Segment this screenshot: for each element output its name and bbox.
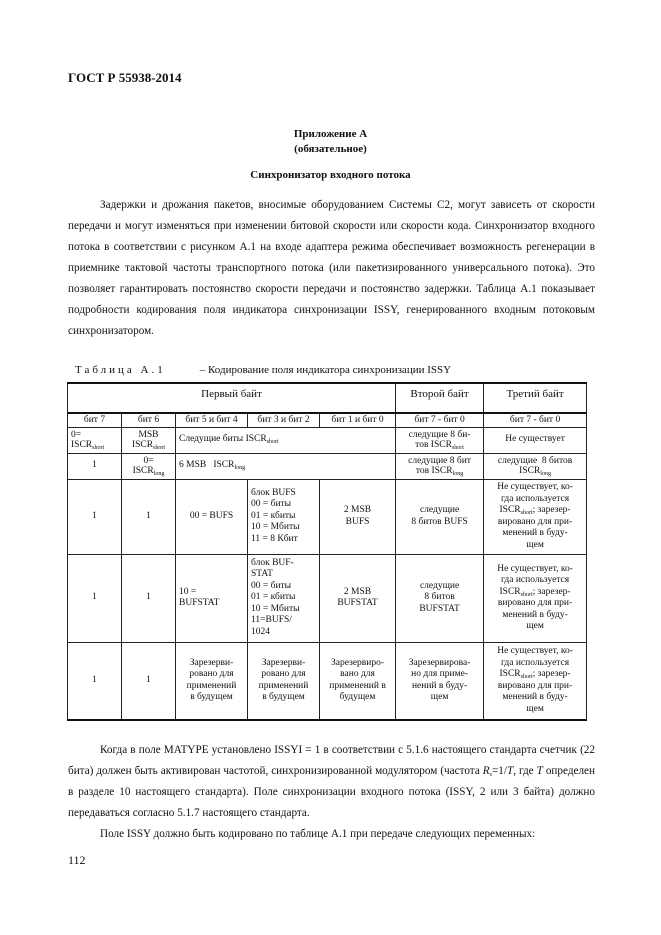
cell: Зарезервиро- вано для применений в будущем xyxy=(320,642,396,720)
cell: Не существует xyxy=(484,427,587,453)
cell: Зарезерви- ровано для применений в будущем xyxy=(176,642,248,720)
appendix-title: Приложение А xyxy=(293,128,368,140)
table-row xyxy=(68,453,587,479)
cell: 1 xyxy=(122,479,176,554)
cell: следущие 8 битов BUFSTAT xyxy=(396,554,484,642)
cell: 2 MSB BUFS xyxy=(320,479,396,554)
bit-header: бит 7 xyxy=(68,413,122,427)
cell: 1 xyxy=(68,642,122,720)
cell: 1 xyxy=(68,479,122,554)
table-row xyxy=(68,554,587,642)
cell: Зарезерви- ровано для применений в будущем xyxy=(248,642,320,720)
cell: Не существует, ко- гда используется $ISCR_{short}$; зарезер- вировано для при- менений в буду- щем xyxy=(484,554,587,642)
cell: 1 xyxy=(122,554,176,642)
table-caption-text: – Кодирование поля индикатора синхронизации ISSY xyxy=(199,364,452,376)
cell: 10 = BUFSTAT xyxy=(176,554,248,642)
appendix-status: (обязательное) xyxy=(294,143,367,155)
intro-paragraph xyxy=(68,195,595,342)
page-number: 112 xyxy=(68,853,86,867)
section-title: Синхронизатор входного потока xyxy=(250,169,411,181)
table-caption-label: Таблица А.1 xyxy=(75,364,166,376)
cell: 00 = BUFS xyxy=(176,479,248,554)
bit-header: бит 7 - бит 0 xyxy=(484,413,587,427)
cell: следущие 8 би- тов $ISCR_{short}$ xyxy=(396,427,484,453)
cell: 1 xyxy=(68,554,122,642)
intro-text: Задержки и дрожания пакетов, вносимые оборудованием Системы С2, могут зависеть от скорости передачи и могут изменяться при изменении битовой скорости или скорости кода. Синхронизатор входного потока в соответствии с рисунком А.1 на входе адаптера режима обеспечивает возможность регенерации в приемнике тактовой частоты транспортного потока (или пакетизированного универсального потока). Это позволяет гарантировать постоянство скорости передачи и постоянство задержки. Таблица А.1 показывает подробности кодирования поля индикатора синхронизации ISSY, генерированного входным потоковым синхронизатором. xyxy=(68,199,595,337)
bit-header: бит 3 и бит 2 xyxy=(248,413,320,427)
bit-header: бит 7 - бит 0 xyxy=(396,413,484,427)
bit-header: бит 1 и бит 0 xyxy=(320,413,396,427)
table-row xyxy=(68,479,587,554)
group-header-third-byte: Третий байт xyxy=(484,383,587,413)
cell: следущие 8 бит тов $ISCR_{long}$ xyxy=(396,453,484,479)
cell: 1 xyxy=(68,453,122,479)
group-header-second-byte: Второй байт xyxy=(396,383,484,413)
body-paragraph-2: Поле ISSY должно быть кодировано по таблице А.1 при передаче следующих переменных: xyxy=(100,828,536,840)
cell: 0= $ISCR_{long}$ xyxy=(122,453,176,479)
cell: Зарезервирова- но для приме- нений в буду- щем xyxy=(396,642,484,720)
bit-header: бит 5 и бит 4 xyxy=(176,413,248,427)
body-paragraph-1: Когда в поле MATYPE установлено ISSYI = 1 в соответствии с 5.1.6 настоящего стандарта счетчик (22 бита) должен быть активирован частотой, синхронизированной модулятором (частота $R_s=1/T$, где T определен в разделе 10 настоящего стандарта). Поле синхронизации входного потока (ISSY, 2 или 3 байта) должно передаваться согласно 5.1.7 настоящего стандарта. xyxy=(68,744,596,819)
cell: следущие 8 битов $ISCR_{long}$ xyxy=(484,453,587,479)
cell: 1 xyxy=(122,642,176,720)
cell: Не существует, ко- гда используется $ISCR_{short}$; зарезер- вировано для при- менений в буду- щем xyxy=(484,642,587,720)
cell: следущие 8 битов BUFS xyxy=(396,479,484,554)
cell: блок BUFS 00 = биты 01 = кбиты 10 = Мбиты 11 = 8 Кбит xyxy=(248,479,320,554)
issy-coding-table xyxy=(67,382,587,721)
cell: Следущие биты $ISCR_{short}$ xyxy=(176,427,396,453)
cell: 6 MSB $ISCR_{long}$ xyxy=(176,453,396,479)
cell: Не существует, ко- гда используется $ISCR_{short}$; зарезер- вировано для при- менений в буду- щем xyxy=(484,479,587,554)
cell: 2 MSB BUFSTAT xyxy=(320,554,396,642)
table-row xyxy=(68,642,587,720)
table-caption xyxy=(75,364,451,376)
group-header-first-byte: Первый байт xyxy=(68,383,396,413)
table-row xyxy=(68,427,587,453)
cell: MSB $ISCR_{short}$ xyxy=(122,427,176,453)
bit-header: бит 6 xyxy=(122,413,176,427)
cell: 0= $ISCR_{short}$ xyxy=(68,427,122,453)
standard-header: ГОСТ Р 55938-2014 xyxy=(68,70,182,85)
cell: блок BUF- STAT 00 = биты 01 = кбиты 10 = Мбиты 11=BUFS/ 1024 xyxy=(248,554,320,642)
